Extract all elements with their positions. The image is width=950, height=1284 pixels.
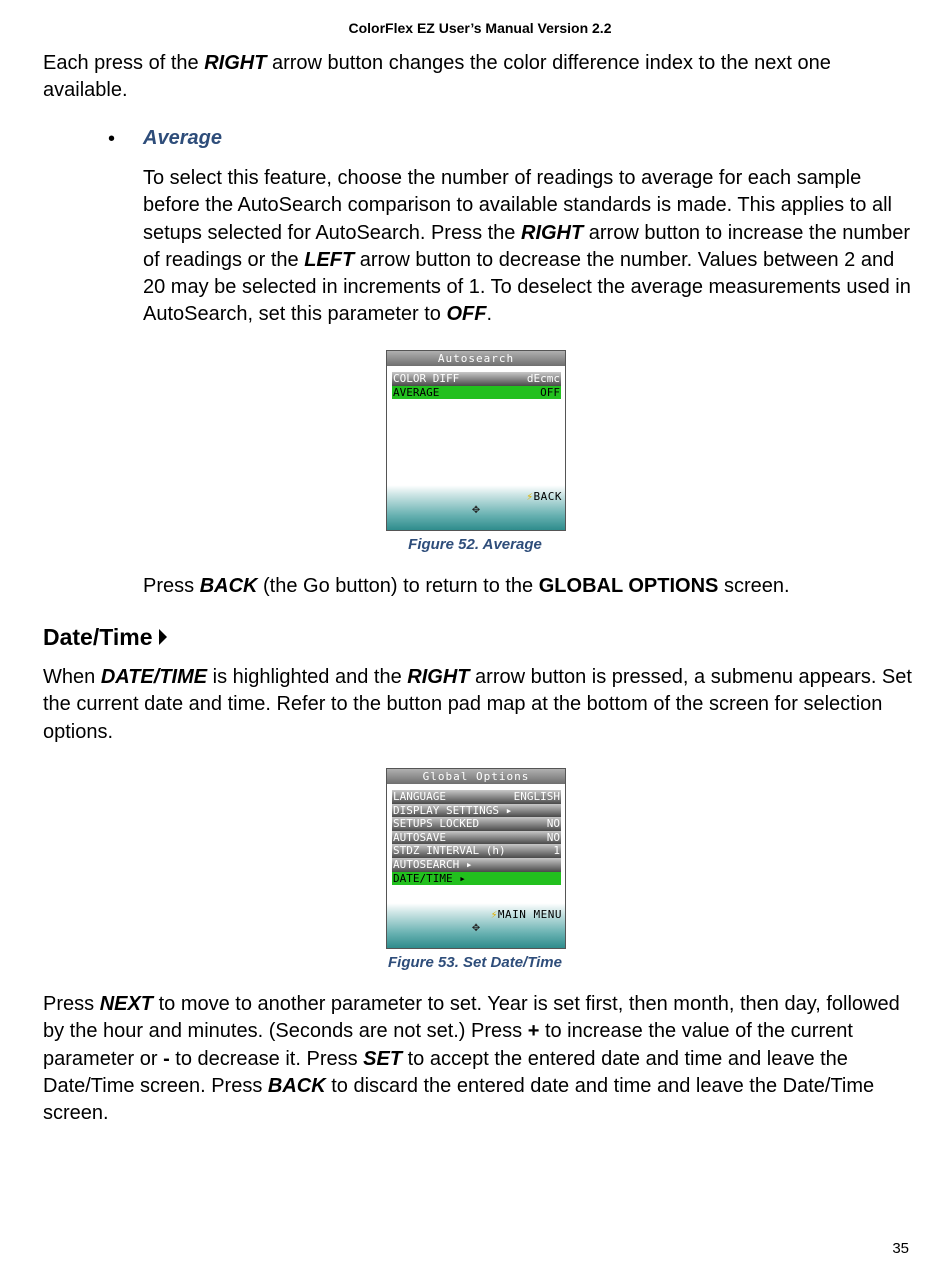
text-run-emphasis: OFF: [446, 303, 487, 326]
text-run: to accept the entered date and time and leave the Date/Time screen. Press: [43, 1047, 848, 1097]
text-run: is highlighted and the: [207, 666, 408, 688]
row-label: AVERAGE: [393, 385, 440, 399]
text-run: When: [43, 666, 101, 688]
right-triangle-icon: [159, 629, 167, 645]
paragraph-next: [43, 991, 923, 1127]
row-label: AUTOSAVE: [393, 830, 446, 844]
menu-row-autosave: [392, 831, 561, 845]
row-label: STDZ INTERVAL (h): [393, 844, 506, 858]
figure-53-caption: Figure 53. Set Date/Time: [388, 954, 562, 971]
text-run: screen.: [718, 575, 790, 597]
text-run-bold: -: [163, 1047, 170, 1070]
menu-row-color-diff: [392, 372, 561, 386]
menu-row-autosearch: [392, 858, 561, 872]
bullet: •: [108, 128, 116, 150]
average-subheading: Average: [143, 127, 222, 149]
global-options-screen-figure: [386, 768, 566, 949]
text-run-emphasis: BACK: [267, 1074, 326, 1097]
menu-row-date-time: [392, 872, 561, 886]
text-run: arrow button to decrease the number. Values between 2 and 20 may be selected in increments of 1. To deselect the average measurements used in AutoSearch, set this parameter to: [143, 248, 911, 326]
go-button-icon: ⚡: [490, 908, 498, 921]
page-number: 35: [892, 1240, 909, 1257]
row-value: NO: [546, 830, 560, 844]
text-run-emphasis: NEXT: [99, 993, 154, 1015]
text-run: arrow button changes the color difference index to the next one available.: [43, 52, 831, 102]
text-run-emphasis: RIGHT: [407, 666, 470, 688]
row-label: DATE/TIME ▸: [393, 871, 466, 885]
screen-title: Global Options: [387, 769, 565, 784]
text-run-emphasis: RIGHT: [204, 52, 267, 74]
text-run-emphasis: SET: [363, 1047, 403, 1070]
text-run-emphasis: DATE/TIME: [100, 666, 208, 688]
go-button-icon: ⚡: [526, 490, 534, 503]
screen-title: Autosearch: [387, 351, 565, 366]
text-run: arrow button is pressed, a submenu appears. Set the current date and time. Refer to the button pad map at the bottom of the screen for selection options.: [43, 666, 912, 743]
autosearch-screen-figure: [386, 350, 566, 531]
text-run: Each press of the: [43, 52, 205, 74]
row-value: NO: [546, 817, 560, 831]
back-softkey: [526, 490, 562, 503]
text-run: .: [486, 303, 493, 326]
menu-row-stdz-interval: [392, 844, 561, 858]
text-run: Press: [143, 575, 200, 597]
datetime-heading: [43, 624, 167, 651]
menu-row-setups-locked: [392, 817, 561, 831]
text-run-emphasis: LEFT: [304, 248, 355, 271]
row-label: SETUPS LOCKED: [393, 817, 480, 831]
dpad-icon: ✥: [472, 920, 480, 935]
row-value: 1: [553, 844, 560, 858]
text-run: arrow button to increase the number of readings or the: [143, 221, 911, 271]
menu-row-language: [392, 790, 561, 804]
paragraph-right-arrow: [43, 50, 913, 105]
figure-52-caption: Figure 52. Average: [408, 536, 542, 553]
text-run: (the Go button) to return to the: [257, 575, 539, 597]
paragraph-average: [143, 165, 918, 329]
text-run-bold: GLOBAL OPTIONS: [538, 575, 719, 597]
row-label: LANGUAGE: [393, 790, 446, 803]
text-run: to decrease it. Press: [169, 1047, 364, 1070]
row-value: ENGLISH: [513, 790, 560, 803]
text-run-emphasis: RIGHT: [521, 221, 584, 244]
softkey-label: BACK: [533, 490, 562, 503]
dpad-icon: ✥: [472, 502, 480, 517]
row-value: OFF: [540, 385, 560, 399]
text-run: to discard the entered date and time and leave the Date/Time screen.: [43, 1074, 875, 1125]
menu-list: [387, 366, 565, 399]
paragraph-back: [143, 573, 923, 600]
row-label: AUTOSEARCH ▸: [393, 857, 473, 871]
running-header: ColorFlex EZ User’s Manual Version 2.2: [348, 20, 612, 36]
text-run: To select this feature, choose the number of readings to average for each sample before the AutoSearch comparison to available standards is made. This applies to all setups selected for AutoSearch. Press the: [143, 167, 892, 244]
row-value: dEcmc: [526, 372, 560, 385]
menu-row-average: [392, 386, 561, 400]
text-run: Press: [43, 993, 100, 1015]
text-run-bold: +: [527, 1020, 540, 1043]
main-menu-softkey: [491, 908, 562, 921]
softkey-label: MAIN MENU: [497, 908, 562, 921]
paragraph-datetime: [43, 664, 923, 746]
menu-list: [387, 784, 565, 885]
text-run: to increase the value of the current parameter or: [43, 1020, 853, 1070]
row-label: DISPLAY SETTINGS ▸: [393, 803, 513, 817]
text-run-emphasis: BACK: [199, 575, 258, 597]
heading-text: Date/Time: [43, 624, 153, 650]
row-label: COLOR DIFF: [393, 372, 460, 385]
menu-row-display-settings: [392, 804, 561, 818]
text-run: to move to another parameter to set. Year is set first, then month, then day, followed by the hour and minutes. (Seconds are not set.) Press: [43, 993, 900, 1043]
